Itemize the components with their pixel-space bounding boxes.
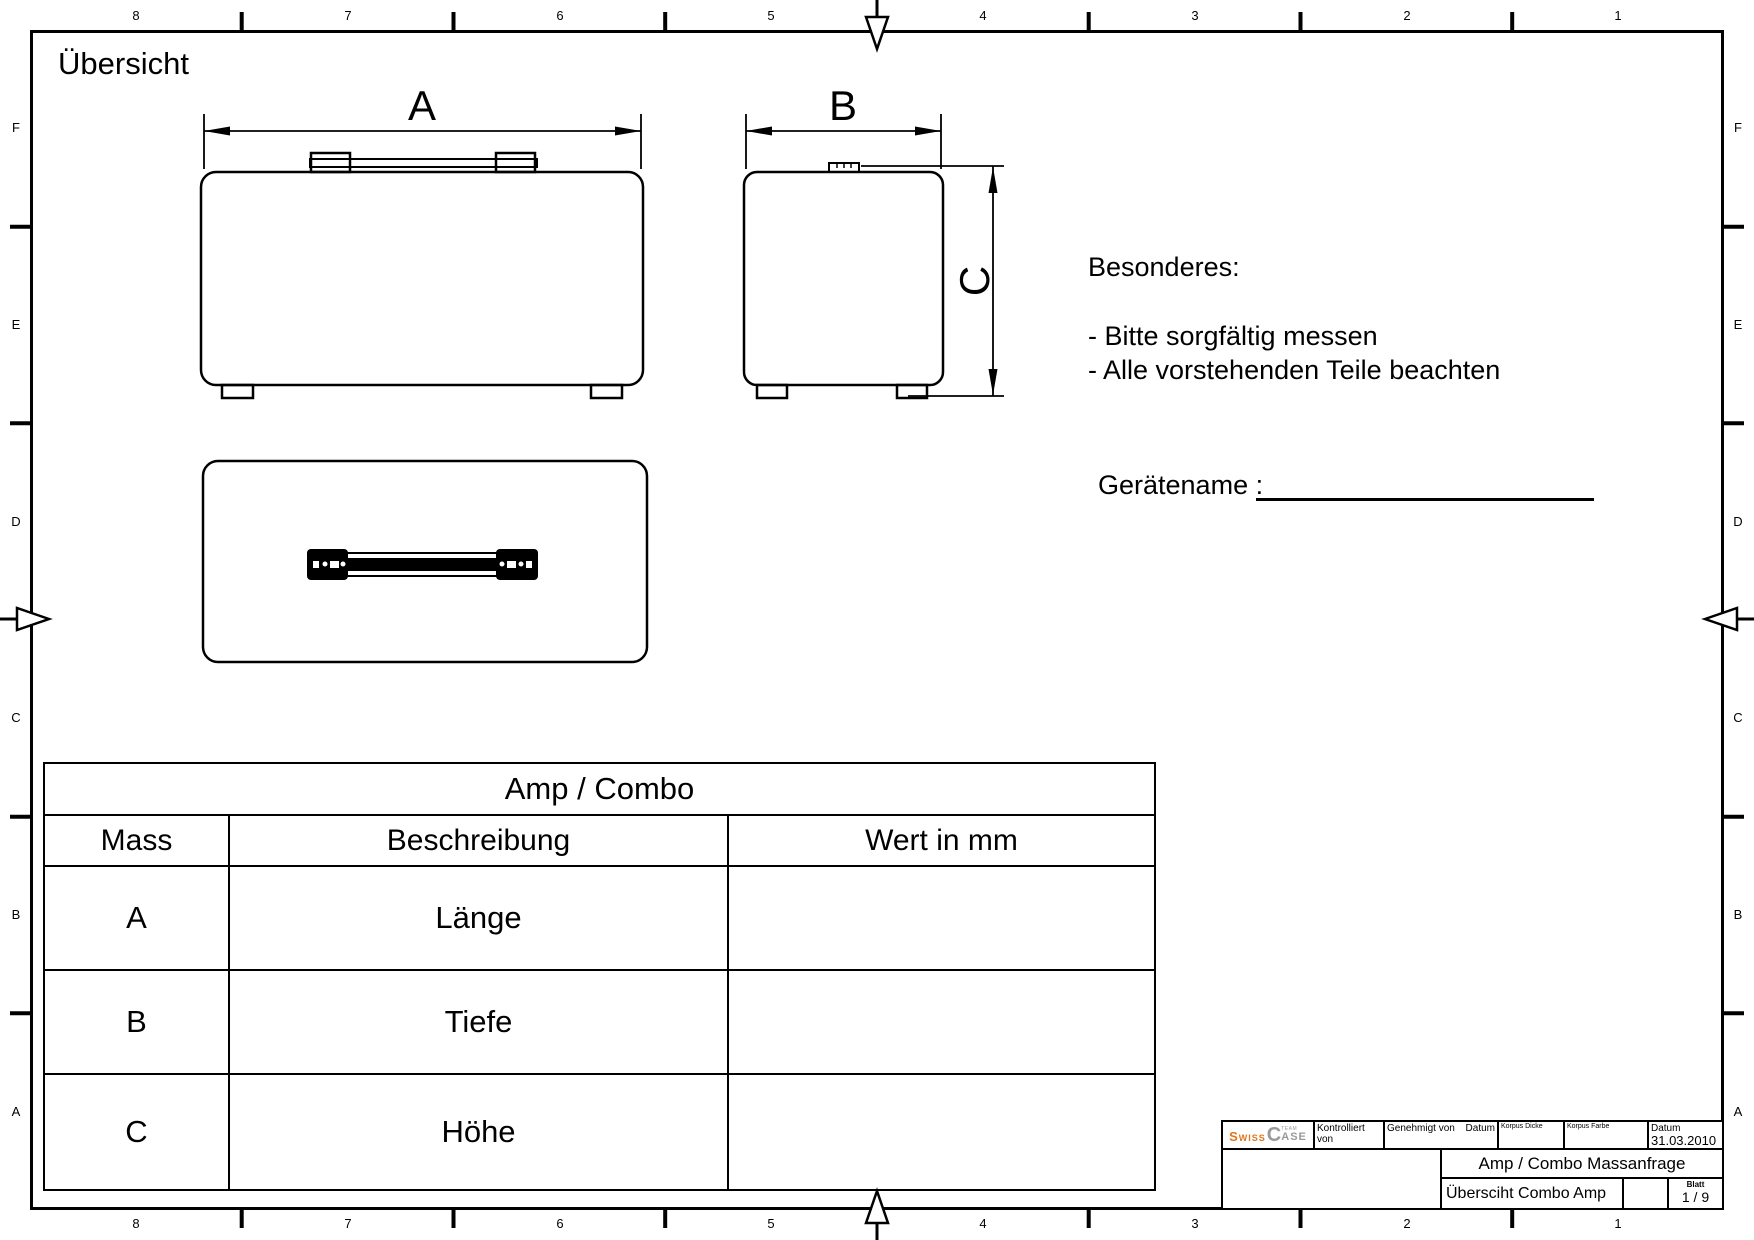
header-beschreibung: Beschreibung [230, 816, 729, 865]
front-view [201, 153, 643, 398]
zone-letter-right: F [1734, 120, 1742, 135]
zone-number-top: 2 [1403, 8, 1411, 23]
dim-label-B: B [828, 82, 858, 129]
cell-wert-empty [729, 867, 1154, 969]
zone-number-bottom: 1 [1614, 1216, 1622, 1231]
side-view [744, 163, 943, 398]
centering-arrow-left [0, 608, 49, 630]
title-block-lower [1223, 1150, 1722, 1208]
zone-number-top: 3 [1191, 8, 1199, 23]
cell-wert-empty [729, 1075, 1154, 1189]
dim-label-C: C [951, 265, 998, 297]
dim-label-A: A [407, 82, 437, 129]
korpus-dicke-cell: Korpus Dicke [1499, 1122, 1565, 1148]
top-view [203, 461, 647, 662]
notes-heading: Besonderes: [1088, 252, 1240, 282]
cell-mass: C [45, 1075, 230, 1189]
zone-number-top: 1 [1614, 8, 1622, 23]
zone-number-top: 4 [979, 8, 987, 23]
zone-number-bottom: 8 [132, 1216, 140, 1231]
note-item: - Alle vorstehenden Teile beachten [1088, 355, 1501, 385]
note-item: - Bitte sorgfältig messen [1088, 321, 1378, 351]
cell-beschreibung: Höhe [230, 1075, 729, 1189]
genehmigt-label: Genehmigt von [1387, 1123, 1455, 1134]
cell-beschreibung: Tiefe [230, 971, 729, 1073]
dimension-table [43, 762, 1156, 1191]
header-wert: Wert in mm [865, 823, 1018, 857]
zone-number-bottom: 6 [556, 1216, 564, 1231]
blatt-value: 1 / 9 [1681, 1189, 1710, 1205]
handle-top-view [307, 549, 538, 580]
title-block-empty-small-cell [1624, 1179, 1669, 1208]
device-name-blank-line [1256, 474, 1594, 501]
table-row [45, 867, 1154, 971]
korpus-farbe-cell: Korpus Farbe [1565, 1122, 1649, 1148]
dimension-C [861, 166, 1004, 396]
zone-letter-left: E [11, 317, 21, 332]
notes-block [1088, 252, 1500, 387]
table-row [45, 971, 1154, 1075]
header-mass: Mass [45, 816, 230, 865]
zone-letter-left: F [12, 120, 20, 135]
table-row [45, 1075, 1154, 1189]
zone-number-bottom: 4 [979, 1216, 987, 1231]
datum-value: 31.03.2010 [1651, 1133, 1717, 1148]
kontrolliert-von-cell: Kontrolliert von [1315, 1122, 1385, 1148]
zone-number-bottom: 5 [767, 1216, 775, 1231]
centering-arrow-bottom [866, 1191, 888, 1240]
title-block-empty-cell [1223, 1150, 1442, 1208]
logo-text-c: C [1266, 1124, 1282, 1146]
centering-arrow-right [1705, 608, 1754, 630]
datum-cell [1649, 1122, 1722, 1148]
notes-items [1088, 319, 1500, 387]
cell-mass: B [45, 971, 230, 1073]
blatt-label: Blatt [1686, 1180, 1705, 1189]
title-block [1221, 1120, 1724, 1210]
sheet-name: Übersciht Combo Amp [1442, 1179, 1624, 1208]
blatt-cell [1669, 1179, 1722, 1208]
zone-letter-left: D [11, 514, 21, 529]
genehmigt-von-cell [1385, 1122, 1499, 1148]
zone-number-bottom: 3 [1191, 1216, 1199, 1231]
logo-text-ase: ASE [1281, 1131, 1307, 1143]
centering-arrow-top [866, 0, 888, 49]
zone-letter-right: C [1733, 710, 1743, 725]
title-block-header-row [1223, 1122, 1722, 1150]
zone-number-bottom: 2 [1403, 1216, 1411, 1231]
cell-beschreibung: Länge [230, 867, 729, 969]
zone-letter-right: A [1733, 1104, 1743, 1119]
device-name-label: Gerätename : [1098, 470, 1264, 500]
zone-number-top: 7 [344, 8, 352, 23]
zone-number-top: 8 [132, 8, 140, 23]
logo-text-team: TEAM [1281, 1126, 1298, 1132]
zone-letter-left: B [11, 907, 21, 922]
page-title: Übersicht [58, 46, 189, 81]
zone-number-top: 6 [556, 8, 564, 23]
zone-letter-right: B [1733, 907, 1743, 922]
dimension-A [204, 82, 641, 169]
datum2-label: Datum [1651, 1123, 1681, 1134]
zone-letter-right: D [1733, 514, 1743, 529]
zone-letter-right: E [1733, 317, 1743, 332]
table-title: Amp / Combo [45, 764, 1154, 816]
zone-letter-left: C [11, 710, 21, 725]
zone-number-top: 5 [767, 8, 775, 23]
dimension-B [746, 82, 941, 169]
zone-letter-left: A [11, 1104, 21, 1119]
cell-mass: A [45, 867, 230, 969]
zone-number-bottom: 7 [344, 1216, 352, 1231]
cell-wert-empty [729, 971, 1154, 1073]
table-header-row [45, 816, 1154, 867]
company-logo [1223, 1122, 1315, 1148]
logo-text-swiss: Swiss [1229, 1129, 1266, 1144]
project-title: Amp / Combo Massanfrage [1442, 1150, 1722, 1179]
datum-label: Datum [1465, 1123, 1495, 1134]
